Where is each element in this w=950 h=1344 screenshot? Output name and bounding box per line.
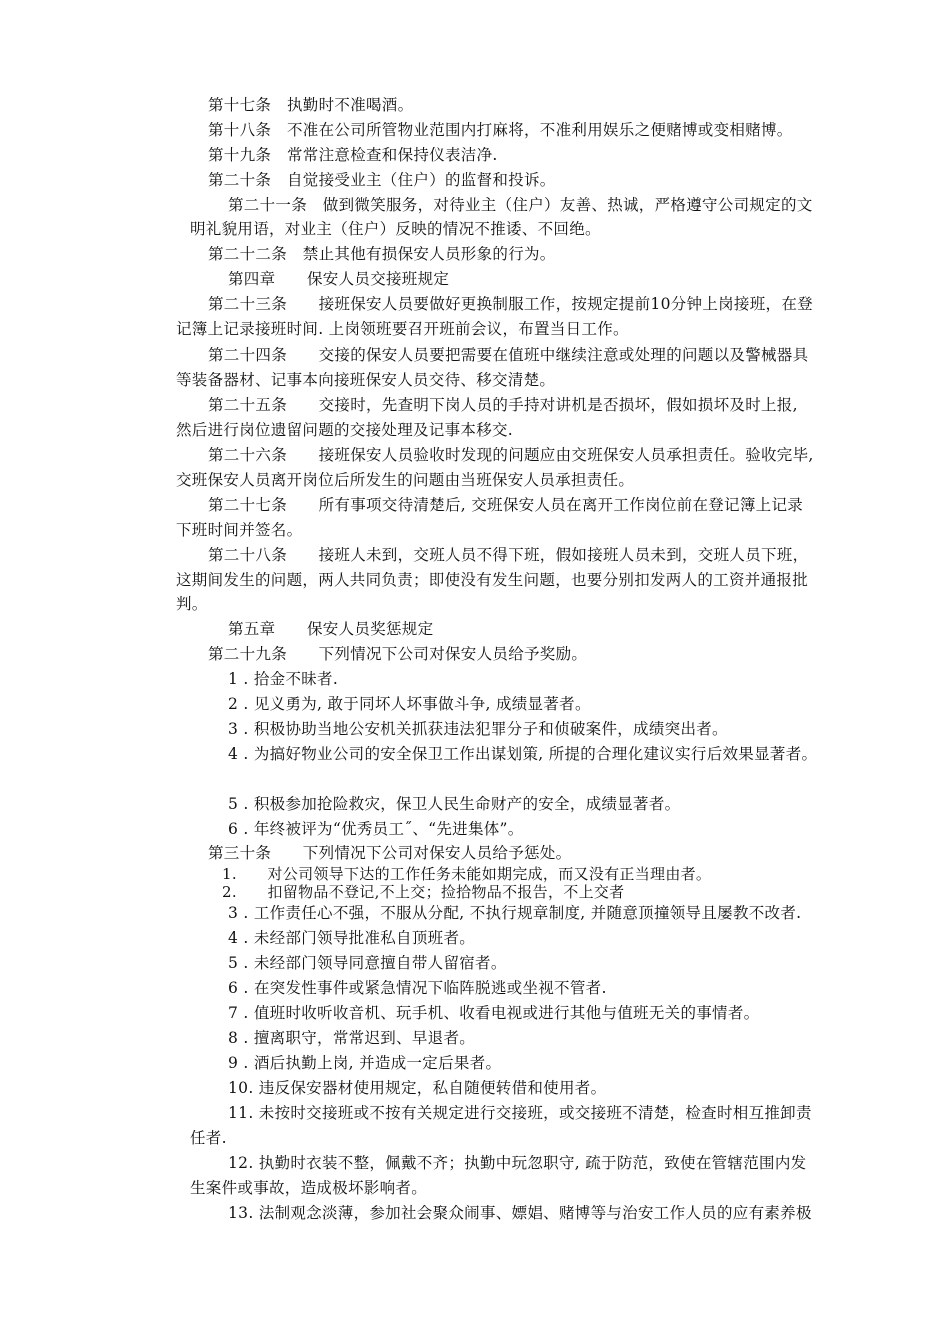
reward-item-1: 1 . 拾金不昧者.	[228, 670, 339, 688]
penalty-item-9: 9 . 酒后执勤上岗, 并造成一定后果者。	[228, 1054, 502, 1072]
penalty-item-11-line2: 任者.	[190, 1129, 227, 1147]
penalty-item-13-line1: 13. 法制观念淡薄，参加社会聚众闹事、嫖娼、赌博等与治安工作人员的应有素养极	[228, 1204, 812, 1222]
reward-item-4: 4 . 为搞好物业公司的安全保卫工作出谋划策, 所提的合理化建议实行后效果显著者。	[228, 745, 818, 763]
article-26-line1: 第二十六条 接班保安人员验收时发现的问题应由交班保安人员承担责任。验收完毕,	[208, 446, 814, 464]
article-28-line3: 判。	[176, 595, 208, 613]
penalty-item-12-line1: 12. 执勤时衣装不整，佩戴不齐；执勤中玩忽职守, 疏于防范，致使在管辖范围内发	[228, 1154, 807, 1172]
article-23-line2: 记簿上记录接班时间. 上岗领班要召开班前会议，布置当日工作。	[176, 320, 629, 338]
article-22: 第二十二条 禁止其他有损保安人员形象的行为。	[208, 245, 556, 263]
penalty-item-1: 1. 对公司领导下达的工作任务未能如期完成，而又没有正当理由者。	[222, 865, 712, 883]
penalty-item-5: 5 . 未经部门领导同意擅自带人留宿者。	[228, 954, 507, 972]
article-21-line2: 明礼貌用语，对业主（住户）反映的情况不推诿、不回绝。	[190, 220, 601, 238]
article-25-line1: 第二十五条 交接时，先查明下岗人员的手持对讲机是否损坏，假如损坏及时上报,	[208, 396, 798, 414]
article-19: 第十九条 常常注意检查和保持仪表洁净.	[208, 146, 498, 164]
article-25-line2: 然后进行岗位遗留问题的交接处理及记事本移交.	[176, 421, 514, 439]
article-23-line1: 第二十三条 接班保安人员要做好更换制服工作，按规定提前10分钟上岗接班，在登	[208, 295, 813, 313]
penalty-item-12-line2: 生案件或事故，造成极坏影响者。	[190, 1179, 428, 1197]
chapter-5-heading: 第五章 保安人员奖惩规定	[228, 620, 434, 638]
penalty-item-8: 8 . 擅离职守，常常迟到、早退者。	[228, 1029, 476, 1047]
penalty-item-10: 10. 违反保安器材使用规定，私自随便转借和使用者。	[228, 1079, 607, 1097]
article-21-line1: 第二十一条 做到微笑服务，对待业主（住户）友善、热诚，严格遵守公司规定的文	[228, 196, 813, 214]
penalty-item-3: 3 . 工作责任心不强，不服从分配, 不执行规章制度, 并随意顶撞领导且屡教不改者.	[228, 904, 802, 922]
article-26-line2: 交班保安人员离开岗位后所发生的问题由当班保安人员承担责任。	[176, 471, 635, 489]
article-20: 第二十条 自觉接受业主（住户）的监督和投诉。	[208, 171, 556, 189]
article-24-line2: 等装备器材、记事本向接班保安人员交待、移交清楚。	[176, 371, 556, 389]
article-30: 第三十条 下列情况下公司对保安人员给予惩处。	[208, 844, 572, 862]
reward-item-3: 3 . 积极协助当地公安机关抓获违法犯罪分子和侦破案件，成绩突出者。	[228, 720, 728, 738]
reward-item-6: 6 . 年终被评为“优秀员工˝、“先进集体”。	[228, 820, 524, 838]
penalty-item-2: 2. 扣留物品不登记,不上交；捡拾物品不报告，不上交者	[222, 883, 625, 901]
chapter-4-heading: 第四章 保安人员交接班规定	[228, 270, 450, 288]
article-27-line2: 下班时间并签名。	[176, 521, 303, 539]
penalty-item-11-line1: 11. 未按时交接班或不按有关规定进行交接班，或交接班不清楚，检查时相互推卸责	[228, 1104, 812, 1122]
article-17: 第十七条 执勤时不准喝酒。	[208, 96, 414, 114]
article-27-line1: 第二十七条 所有事项交待清楚后, 交班保安人员在离开工作岗位前在登记簿上记录	[208, 496, 804, 514]
article-18: 第十八条 不准在公司所管物业范围内打麻将，不准利用娱乐之便赌博或变相赌博。	[208, 121, 793, 139]
penalty-item-4: 4 . 未经部门领导批准私自顶班者。	[228, 929, 476, 947]
reward-item-2: 2 . 见义勇为, 敢于同坏人坏事做斗争, 成绩显著者。	[228, 695, 591, 713]
penalty-item-6: 6 . 在突发性事件或紧急情况下临阵脱逃或坐视不管者.	[228, 979, 607, 997]
article-24-line1: 第二十四条 交接的保安人员要把需要在值班中继续注意或处理的问题以及警械器具	[208, 346, 809, 364]
article-28-line2: 这期间发生的问题，两人共同负责；即使没有发生问题，也要分别扣发两人的工资并通报批	[176, 571, 809, 589]
reward-item-5: 5 . 积极参加抢险救灾，保卫人民生命财产的安全，成绩显著者。	[228, 795, 681, 813]
article-28-line1: 第二十八条 接班人未到，交班人员不得下班，假如接班人员未到，交班人员下班，	[208, 546, 809, 564]
article-29: 第二十九条 下列情况下公司对保安人员给予奖励。	[208, 645, 588, 663]
penalty-item-7: 7 . 值班时收听收音机、玩手机、收看电视或进行其他与值班无关的事情者。	[228, 1004, 760, 1022]
